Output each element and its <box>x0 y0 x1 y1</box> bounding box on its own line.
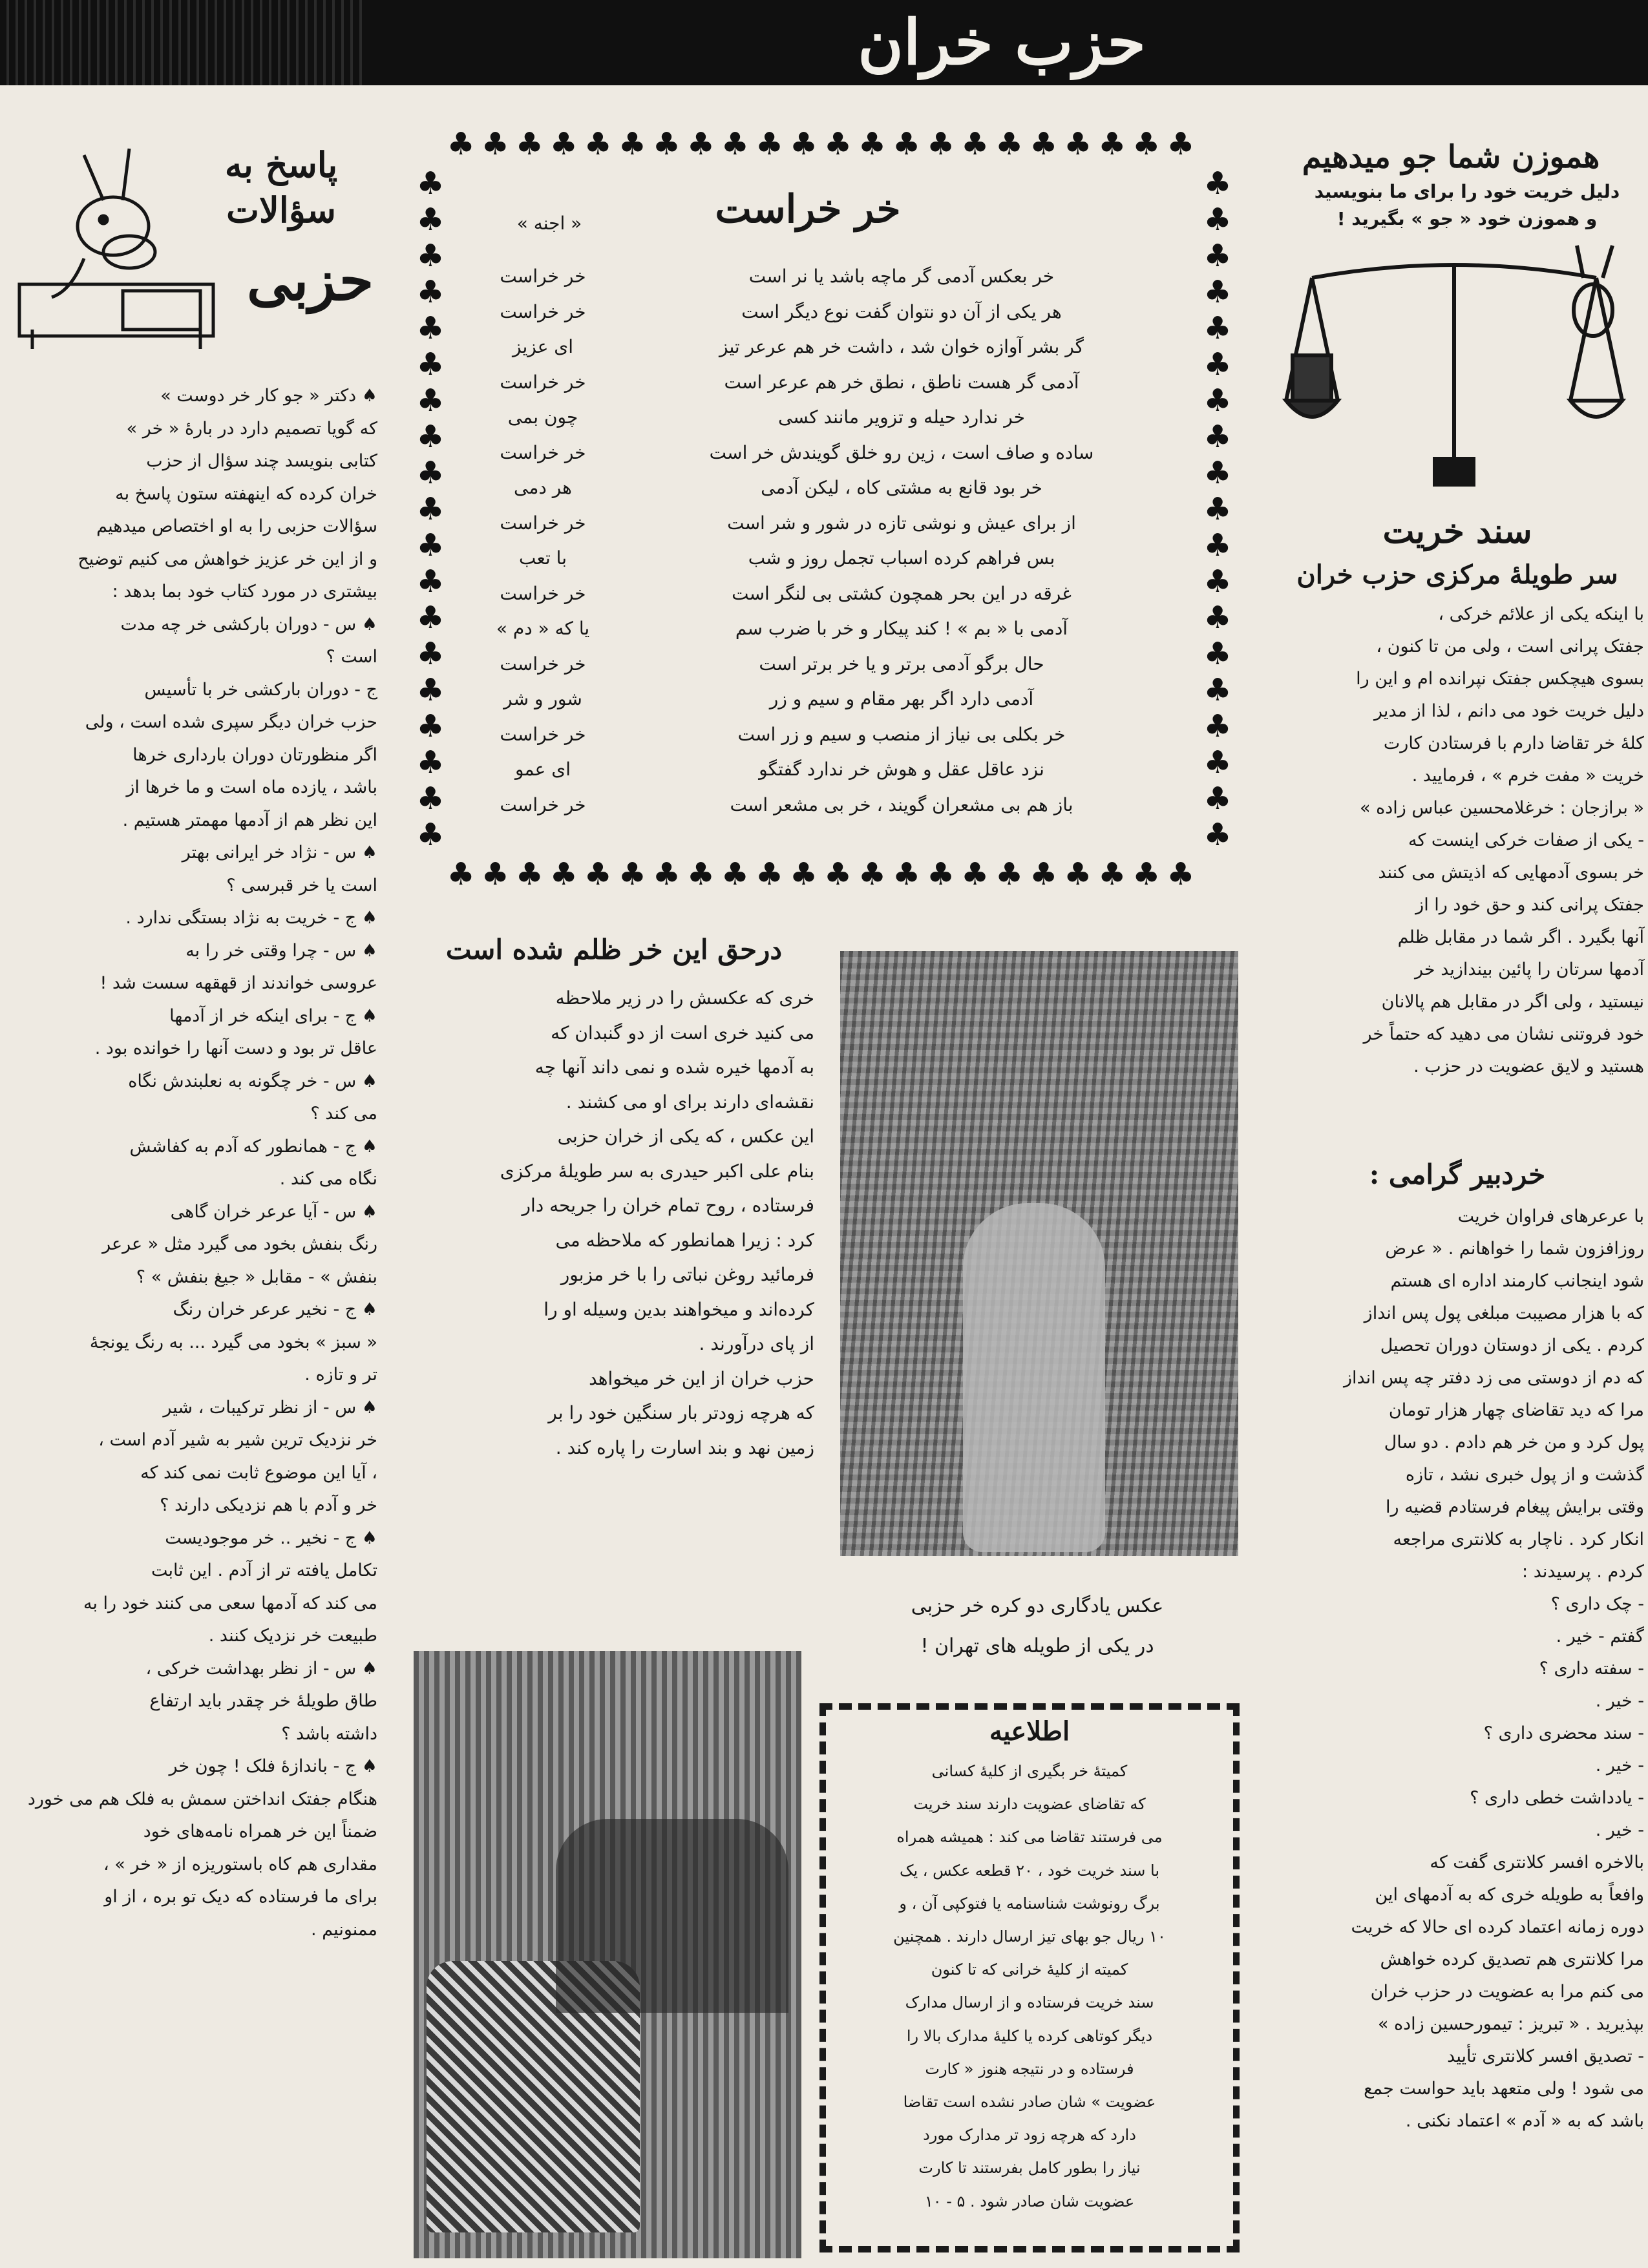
poem-author: « اجنه » <box>516 213 582 234</box>
child-figure <box>963 1203 1105 1552</box>
border-left: ♣ ♣ ♣ ♣ ♣ ♣ ♣ ♣ ♣ ♣ ♣ ♣ ♣ ♣ ♣ ♣ ♣ ♣ ♣ <box>416 165 445 850</box>
border-bottom: ♣♣♣♣♣♣♣♣♣♣♣♣♣♣♣♣♣♣♣♣♣♣ <box>447 857 1201 892</box>
answers-header-line2: حزبی <box>246 248 374 313</box>
border-top: ♣♣♣♣♣♣♣♣♣♣♣♣♣♣♣♣♣♣♣♣♣♣ <box>447 127 1201 162</box>
donkey-photo <box>414 1651 801 2258</box>
announcement-title: اطلاعیه <box>989 1716 1070 1747</box>
right-header-sub: دلیل خریت خود را برای ما بنویسید و هموزن خود « جو » بگیرید ! <box>1314 181 1620 229</box>
poem-box <box>407 127 1241 896</box>
masthead-title: حزب خران <box>858 6 1146 79</box>
poem-main: خر بعکس آدمی گر ماچه باشد یا نر است هر یکی از آن دو نتوان گفت نوع دیگر است گر بشر آوازه خوان شد ، داشت خر هم عرعر تیز آدمی گر هست ناطق ، نطق خر هم عرعر است خر ندارد حیله و تزویر مانند کسی ساده و صاف است ، زین رو خلق گویندش خر است خر بود قانع به مشتی کاه ، لیکن آدمی از برای عیش و نوشی تازه در شور و شر است بس فراهم کرده اسباب تجمل روز و شب غرقه در این بحر همچون کشتی بی لنگر است آدمی با « بم » ! کند پیکار و خر با ضرب سم حال برگو آدمی برتر و یا خر برتر است آدمی دارد اگر بهر مقام و سیم و زر خر بکلی بی نیاز از منصب و سیم و زر است نزد عاقل عقل و هوش خر ندارد گفتگو باز هم بی مشعران گویند ، خر بی مشعر است <box>709 266 1094 815</box>
right-section1-subtitle: سر طویلهٔ مرکزی حزب خران <box>1296 560 1618 590</box>
child-photo-caption: عکس یادگاری دو کره خر حزبی در یکی از طویله های تهران ! <box>911 1595 1164 1657</box>
right-section2-body: با عرعرهای فراوان خریت روزافزون شما را خواهانم . « عرض شود اینجانب کارمند اداره ای هستم که با هزار مصیبت مبلغی پول پس انداز کردم . یکی از دوستان دوران تحصیل که دم از دوستی می زد دفتر چه پس انداز مرا که دید تقاضای چهار هزار تومان پول کرد و من خر هم دادم . دو سال گذشت و از پول خبری نشد ، تازه وقتی برایش پیغام فرستادم قضیه را انکار کرد . ناچار به کلانتری مراجعه کردم . پرسیدند : - چک داری ؟ گفتم - خیر . - سفته داری ؟ - خیر . - سند محضری داری ؟ - خیر . - یادداشت خطی داری ؟ - خیر . بالاخره افسر کلانتری گفت که وافعاً به طویله خری که به آدمهای این دوره زمانه اعتماد کرده ای حالا که خریت مرا کلانتری هم تصدیق کرده خواهش می کنم مرا به عضویت در حزب خران بپذیرید . « تبریز : تیمورحسین زاده » - تصدیق افسر کلانتری تأیید می شود ! ولی متعهد باید حواست جمع باشد که به « آدم » اعتماد نکنی . <box>1343 1206 1644 2131</box>
right-header: هموزن شما جو میدهیم <box>1302 139 1600 175</box>
crowd-shape <box>556 1819 788 2013</box>
poem-title: خر خراست <box>715 187 901 232</box>
masthead-ornament-left <box>0 0 362 85</box>
scale-icon <box>1273 239 1635 498</box>
article-body: خری که عکسش را در زیر ملاحظه می کنید خری است از دو گنبدان که به آدمها خیره شده و نمی داند آنها چه نقشه‌ای دارند برای او می کشند . این عکس ، که یکی از خران حزبی بنام علی اکبر حیدری به سر طویلهٔ مرکزی فرستاده ، روح تمام خران را جریحه دار کرد : زیرا همانطور که ملاحظه می‌ فرمائید روغن نباتی را با خر مزبور کرده‌اند و میخواهند بدین وسیله او را از پای درآورند . حزب خران از این خر میخواهد که هرچه زودتر بار سنگین خود را بر زمین نهد و بند اسارت را پاره کند . <box>500 987 814 1458</box>
answers-header <box>0 136 388 349</box>
answers-header-line1: پاسخ به سؤالات <box>224 144 338 231</box>
right-section1-body: با اینکه یکی از علائم خرکی ، جفتک پرانی است ، ولی من تا کنون ، بسوی هیچکس جفتک نپرانده ام و این را دلیل خریت خود می دانم ، لذا از مدیر کلهٔ خر تقاضا دارم با فرستادن کارت خریت « مفت خرم » ، فرمایید . « برازجان : خرغلامحسین عباس زاده » - یکی از صفات خرکی اینست که خر بسوی آدمهایی که اذیتش می کنند جفتک پرانی کند و حق خود را از آنها بگیرد . اگر شما در مقابل ظلم آدمها سرتان را پائین بیندازید خر نیستید ، ولی اگر در مقابل هم پالانان خود فروتنی نشان می دهید که حتماً خر هستید و لایق عضویت در حزب . <box>1356 604 1644 1076</box>
right-section1-title: سند خریت <box>1382 512 1532 551</box>
masthead <box>0 0 1648 85</box>
announcement-body: کمیتهٔ خر بگیری از کلیهٔ کسانی که تقاضای عضویت دارند سند خریت می فرستند تقاضا می کند : همیشه همراه با سند خریت خود ، ۲۰ قطعه عکس ، یک برگ رونوشت شناسنامه یا فتوکپی آن ، و ۱۰ ریال جو بهای تیز ارسال دارند . همچنین کمیته از کلیهٔ خرانی که تا کنون سند خریت فرستاده و از ارسال مدارک دیگر کوتاهی کرده یا کلیهٔ مدارک بالا را فرستاده و در نتیجه هنوز « کارت عضویت » شان صادر نشده است تقاضا دارد که هرچه زود تر مدارک مورد نیاز را بطور کامل بفرستند تا کارت عضویت شان صادر شود . ۵ - ۱۰ <box>893 1762 1166 2210</box>
child-photo <box>840 951 1238 1556</box>
border-right: ♣ ♣ ♣ ♣ ♣ ♣ ♣ ♣ ♣ ♣ ♣ ♣ ♣ ♣ ♣ ♣ ♣ ♣ ♣ <box>1203 165 1232 850</box>
poem-side: خر خراست خر خراست ای عزیز خر خراست چون بمی خر خراست هر دمی خر خراست با تعب خر خراست یا که « دم » خر خراست شور و شر خر خراست ای عمو خر خراست <box>496 266 590 815</box>
right-section2-title: خردبیر گرامی : <box>1369 1159 1546 1190</box>
announcement-box <box>819 1703 1240 2252</box>
answers-body: ♠ دکتر « جو کار خر دوست » که گویا تصمیم دارد در بارهٔ « خر » کتابی بنویسد چند سؤال از حزب خران کرده که اینهفته ستون پاسخ به سؤالات حزبی را به او اختصاص میدهیم و از این خر عزیز خواهش می کنیم توضیح بیشتری در مورد کتاب خود بما بدهد : ♠ س - دوران بارکشی خر چه مدت است ؟ ج - دوران بارکشی خر با تأسیس حزب خران دیگر سپری شده است ، ولی اگر منظورتان دوران بارداری خرها باشد ، یازده ماه است و ما خرها از این نظر هم از آدمها مهمتر هستیم . ♠ س - نژاد خر ایرانی بهتر است یا خر قبرسی ؟ ♠ ج - خریت به نژاد بستگی ندارد . ♠ س - چرا وقتی خر را به عروسی خواندند از قهقهه سست شد ! ♠ ج - برای اینکه خر از آدمها عاقل تر بود و دست آنها را خوانده بود . ♠ س - خر چگونه به نعلبندش نگاه می کند ؟ ♠ ج - همانطور که آدم به کفاشش نگاه می کند . ♠ س - آیا عرعر خران گاهی رنگ بنفش بخود می گیرد مثل « عرعر بنفش » - مقابل « جیغ بنفش » ؟ ♠ ج - نخیر عرعر خران رنگ « سبز » بخود می گیرد ... به رنگ یونجهٔ تر و تازه . ♠ س - از نظر ترکیبات ، شیر خر نزدیک ترین شیر به شیر آدم است ، ، آیا این موضوع ثابت نمی کند که خر و آدم با هم نزدیکی دارند ؟ ♠ ج - نخیر .. خر موجودیست تکامل یافته تر از آدم . این ثابت می کند که آدمها سعی می کنند خود را به طبیعت خر نزدیک کنند . ♠ س - از نظر بهداشت خرکی ، طاق طویلهٔ خر چقدر باید ارتفاع داشته باشد ؟ ♠ ج - باندازهٔ فلک ! چون خر هنگام جفتک انداختن سمش به فلک هم می خورد ضمناً این خر همراه نامه‌های خود مقداری هم کاه باستوریزه از « خر » ، برای ما فرستاده که دیک تو بره ، از او ممنونیم . <box>27 386 377 1940</box>
article-title: درحق این خر ظلم شده است <box>445 934 783 965</box>
